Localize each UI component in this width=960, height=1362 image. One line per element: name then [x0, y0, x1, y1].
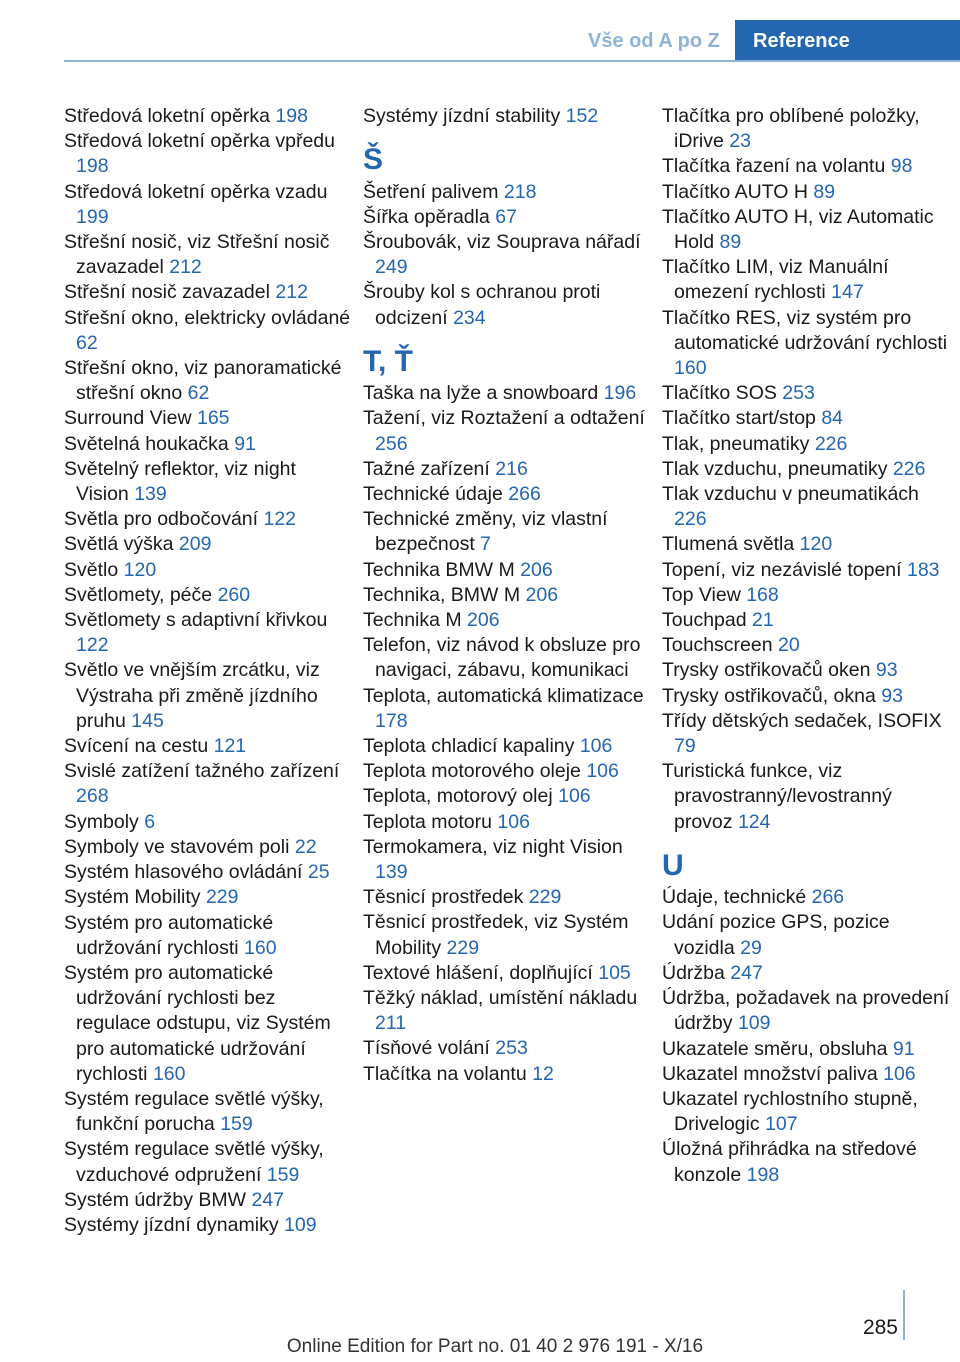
- page-link[interactable]: 21: [752, 609, 774, 632]
- page-link[interactable]: 145: [131, 709, 164, 732]
- index-entry: [662, 104, 952, 154]
- index-entry: [363, 784, 653, 809]
- entry-term: Technické změny, viz vlastní bezpečnost: [363, 508, 608, 556]
- entry-term: Touchpad: [662, 609, 747, 632]
- index-entry: [363, 280, 653, 330]
- entry-term: Střešní nosič zavazadel: [64, 281, 270, 304]
- entry-term: Údaje, technické: [662, 886, 807, 909]
- page-link[interactable]: 211: [375, 1012, 407, 1035]
- entry-term: Tlak, pneumatiky: [662, 432, 810, 455]
- page-link[interactable]: 247: [730, 961, 763, 984]
- index-entry: [64, 961, 354, 1087]
- index-entry: [662, 658, 952, 683]
- page-link[interactable]: 152: [565, 105, 599, 127]
- page-link[interactable]: 206: [525, 583, 559, 606]
- index-entry: [363, 1062, 653, 1087]
- page-link[interactable]: 216: [495, 457, 528, 480]
- entry-term: Světlo ve vnějším zrcátku, viz Výstraha při změně jízdního pruhu: [64, 659, 320, 732]
- page-link[interactable]: 165: [196, 407, 230, 430]
- index-entry: [662, 1137, 952, 1187]
- entry-term: Technické údaje: [363, 483, 503, 506]
- entry-term: Symboly ve stavovém poli: [64, 835, 290, 858]
- page-link[interactable]: 106: [558, 785, 591, 808]
- page-link[interactable]: 260: [217, 583, 251, 606]
- entry-term: Systém údržby BMW: [64, 1188, 247, 1211]
- page-link[interactable]: 109: [284, 1213, 317, 1236]
- index-entry: [662, 255, 952, 305]
- index-entry: [662, 709, 952, 759]
- section-link[interactable]: Vše od A po Z: [588, 30, 720, 52]
- entry-term: Topení, viz nezávislé topení: [662, 558, 902, 581]
- entry-term: Tlačítka pro oblíbené položky, iDrive: [662, 105, 920, 153]
- entry-term: Tísňové volání: [363, 1037, 490, 1060]
- section-heading: T, Ť: [363, 344, 413, 378]
- entry-term: Středová loketní opěrka vzadu: [64, 180, 328, 203]
- page-link[interactable]: 98: [890, 155, 913, 178]
- index-entry: [662, 684, 952, 709]
- entry-term: Tlačítko LIM, viz Manuální omezení rychlosti: [662, 256, 889, 304]
- header-divider: [64, 60, 960, 62]
- entry-term: Šířka opěradla: [363, 205, 490, 228]
- entry-term: Tlačítka na volantu: [363, 1062, 527, 1085]
- index-entry: [363, 810, 653, 835]
- entry-term: Taška na lyže a snowboard: [363, 382, 599, 405]
- index-entry: [64, 558, 354, 583]
- index-entry: [64, 230, 354, 280]
- entry-term: Tažné zařízení: [363, 457, 490, 480]
- page-link[interactable]: 206: [520, 558, 553, 581]
- index-entry: [662, 633, 952, 658]
- entry-term: Tažení, viz Roztažení a odtažení: [363, 407, 645, 430]
- page-link[interactable]: 139: [134, 483, 167, 506]
- page-number-divider: [903, 1290, 905, 1340]
- entry-term: Svícení na cestu: [64, 735, 209, 758]
- index-entry: [64, 1137, 354, 1187]
- index-entry: [662, 1062, 952, 1087]
- entry-term: Tlak vzduchu v pneumatikách: [662, 483, 919, 506]
- entry-term: Tlačítka řazení na volantu: [662, 155, 886, 178]
- entry-term: Údržba: [662, 961, 725, 984]
- entry-term: Teplota, motorový olej: [363, 785, 553, 808]
- index-entry: [64, 406, 354, 431]
- entry-term: Těsnicí prostředek: [363, 886, 524, 909]
- entry-term: Světelná houkačka: [64, 432, 229, 455]
- entry-term: Šrouby kol s ochranou proti odcizení: [363, 281, 601, 329]
- page-link[interactable]: 106: [883, 1062, 916, 1085]
- entry-term: Technika M: [363, 609, 462, 632]
- page-link[interactable]: 218: [503, 180, 537, 203]
- page-link[interactable]: 247: [251, 1188, 285, 1211]
- entry-term: Systémy jízdní stability: [363, 105, 561, 127]
- entry-term: Středová loketní opěrka vpředu: [64, 130, 336, 153]
- entry-term: Termokamera, viz night Vision: [363, 835, 623, 858]
- page-link[interactable]: 160: [244, 936, 277, 959]
- entry-term: Teplota chladicí kapaliny: [363, 735, 575, 758]
- page-link[interactable]: 120: [799, 533, 833, 556]
- page-link[interactable]: 196: [603, 382, 637, 405]
- index-entry: [64, 356, 354, 406]
- page-link[interactable]: 168: [746, 583, 779, 606]
- index-entry: [363, 759, 653, 784]
- entry-term: Ukazatel množství paliva: [662, 1062, 878, 1085]
- page-link[interactable]: 226: [892, 457, 926, 480]
- entry-term: Světlá výška: [64, 533, 174, 556]
- index-entry: [662, 406, 952, 431]
- page-link[interactable]: 12: [532, 1062, 554, 1085]
- page-link[interactable]: 106: [579, 735, 613, 758]
- page-link[interactable]: 178: [375, 709, 408, 732]
- page-link[interactable]: 198: [76, 155, 109, 178]
- index-entry: [64, 608, 354, 658]
- entry-term: Ukazatele směru, obsluha: [662, 1037, 888, 1060]
- page-link[interactable]: 120: [123, 558, 157, 581]
- page-link[interactable]: 212: [275, 281, 308, 304]
- index-entry: [662, 1087, 952, 1137]
- entry-term: Top View: [662, 583, 741, 606]
- index-entry: [64, 911, 354, 961]
- page-link[interactable]: 147: [831, 281, 864, 304]
- index-column-3: [662, 104, 952, 1188]
- index-entry: [662, 608, 952, 633]
- section-heading: Š: [363, 143, 384, 177]
- index-entry: [662, 759, 952, 835]
- page-link[interactable]: 268: [76, 785, 109, 808]
- page-link[interactable]: 106: [586, 760, 619, 783]
- entry-term: Telefon, viz návod k obsluze pro navigaci, zábavu, komunikaci: [363, 634, 641, 682]
- entry-term: Trysky ostřikovačů, okna: [662, 684, 876, 707]
- page-link[interactable]: 160: [152, 1062, 186, 1085]
- page-link[interactable]: 25: [307, 861, 330, 884]
- page-link[interactable]: 89: [813, 180, 836, 203]
- index-entry: [363, 381, 653, 406]
- entry-term: Tlačítko SOS: [662, 382, 777, 405]
- entry-term: Trysky ostřikovačů oken: [662, 659, 871, 682]
- entry-term: Teplota motorového oleje: [363, 760, 581, 783]
- entry-term: Těžký náklad, umístění nákladu: [363, 987, 638, 1010]
- index-entry: [64, 583, 354, 608]
- index-entry: [64, 306, 354, 356]
- index-entry: [363, 910, 653, 960]
- page-link[interactable]: 266: [508, 483, 541, 506]
- entry-term: Střešní okno, viz panoramatické střešní okno: [64, 357, 342, 405]
- page-link[interactable]: 23: [729, 130, 751, 153]
- entry-term: Turistická funkce, viz pravostranný/levostranný provoz: [662, 760, 892, 833]
- page-link[interactable]: 89: [719, 231, 742, 254]
- entry-term: Světlo: [64, 558, 119, 581]
- entry-term: Touchscreen: [662, 634, 773, 657]
- page-link[interactable]: 122: [76, 634, 109, 657]
- index-entry: [662, 432, 952, 457]
- entry-term: Symboly: [64, 810, 139, 833]
- index-entry: [662, 885, 952, 910]
- page-link[interactable]: 67: [495, 205, 517, 228]
- index-entry: [662, 910, 952, 960]
- page-link[interactable]: 212: [169, 256, 202, 279]
- entry-term: Třídy dětských sedaček, ISOFIX: [662, 709, 942, 732]
- index-entry: [64, 835, 354, 860]
- index-entry: [64, 432, 354, 457]
- page-link[interactable]: 22: [294, 835, 317, 858]
- entry-term: Šetření palivem: [363, 180, 499, 203]
- index-entry: [662, 205, 952, 255]
- entry-term: Udání pozice GPS, pozice vozidla: [662, 911, 890, 959]
- entry-term: Svislé zatížení tažného zařízení: [64, 760, 340, 783]
- page-link[interactable]: 256: [375, 432, 408, 455]
- index-entry: [662, 381, 952, 406]
- index-entry: [64, 532, 354, 557]
- index-entry: [363, 633, 653, 683]
- entry-term: Středová loketní opěrka: [64, 105, 270, 127]
- page-link[interactable]: 91: [234, 432, 256, 455]
- entry-term: Ukazatel rychlostního stupně, Drivelogic: [662, 1087, 918, 1136]
- page-link[interactable]: 84: [821, 407, 844, 430]
- index-entry: [363, 885, 653, 910]
- page-link[interactable]: 183: [906, 558, 940, 581]
- index-entry: [64, 129, 354, 179]
- entry-term: Tlačítko AUTO H, viz Automatic Hold: [662, 205, 934, 254]
- page-link[interactable]: 226: [674, 508, 707, 531]
- entry-term: Technika BMW M: [363, 558, 515, 581]
- entry-term: Tlačítko RES, viz systém pro automatické udržování rychlosti: [662, 306, 948, 354]
- index-entry: [64, 658, 354, 734]
- page-link[interactable]: 198: [275, 105, 308, 127]
- entry-term: Šroubovák, viz Souprava nářadí: [363, 231, 641, 253]
- entry-term: Světla pro odbočování: [64, 508, 259, 531]
- page-link[interactable]: 249: [375, 256, 408, 279]
- page-link[interactable]: 107: [765, 1113, 798, 1136]
- index-entry: [662, 154, 952, 179]
- index-entry: [64, 1213, 354, 1238]
- index-entry: [662, 558, 952, 583]
- page-link[interactable]: 139: [375, 861, 408, 884]
- index-entry: [64, 1087, 354, 1137]
- tab-reference[interactable]: Reference: [735, 20, 960, 62]
- index-entry: [363, 507, 653, 557]
- index-entry: [363, 180, 653, 205]
- entry-term: Údržba, požadavek na provedení údržby: [662, 987, 950, 1035]
- page-link[interactable]: 226: [814, 432, 848, 455]
- index-entry: [363, 482, 653, 507]
- index-entry: [363, 684, 653, 734]
- page-link[interactable]: 253: [782, 382, 815, 405]
- footer-edition: Online Edition for Part no. 01 40 2 976 191 - X/16: [286, 1336, 704, 1357]
- entry-term: Textové hlášení, doplňující: [363, 961, 593, 984]
- index-entry: [64, 885, 354, 910]
- page-link[interactable]: 199: [76, 205, 109, 228]
- page-link[interactable]: 62: [76, 331, 98, 354]
- entry-term: Tlačítko AUTO H: [662, 180, 808, 203]
- page-link[interactable]: 209: [178, 533, 212, 556]
- index-entry: [363, 457, 653, 482]
- page-link[interactable]: 93: [881, 684, 903, 707]
- entry-term: Světlomety s adaptivní křivkou: [64, 609, 328, 632]
- index-entry: [662, 961, 952, 986]
- page-link[interactable]: 229: [205, 886, 239, 909]
- page-link[interactable]: 229: [446, 936, 480, 959]
- page-link[interactable]: 106: [497, 810, 530, 833]
- index-entry: [64, 1188, 354, 1213]
- index-entry: [662, 583, 952, 608]
- entry-term: Střešní nosič, viz Střešní nosič zavazadel: [64, 231, 330, 279]
- index-entry: [662, 306, 952, 382]
- page-link[interactable]: 266: [811, 886, 845, 909]
- entry-term: Úložná přihrádka na středové konzole: [662, 1138, 917, 1186]
- entry-term: Těsnicí prostředek, viz Systém Mobility: [363, 911, 629, 959]
- entry-term: Světlomety, péče: [64, 583, 213, 606]
- index-entry: [662, 180, 952, 205]
- entry-term: Systém pro automatické udržování rychlosti bez regulace odstupu, viz Systém pro automatické udržování rychlosti: [64, 961, 331, 1085]
- entry-term: Systém Mobility: [64, 886, 201, 909]
- index-entry: [363, 558, 653, 583]
- entry-term: Systém hlasového ovládání: [64, 861, 303, 884]
- index-entry: [363, 104, 653, 129]
- index-entry: [363, 608, 653, 633]
- index-entry: [662, 532, 952, 557]
- entry-term: Systém pro automatické udržování rychlosti: [64, 911, 274, 959]
- page-link[interactable]: 253: [495, 1037, 528, 1060]
- page-link[interactable]: 160: [674, 357, 707, 380]
- index-entry: [64, 280, 354, 305]
- page-link[interactable]: 121: [213, 735, 247, 758]
- index-entry: [64, 734, 354, 759]
- page-link[interactable]: 6: [144, 810, 156, 833]
- entry-term: Teplota motoru: [363, 810, 492, 833]
- index-column-2: [363, 104, 653, 1087]
- page-link[interactable]: 159: [266, 1163, 300, 1186]
- index-entry: [662, 457, 952, 482]
- page-link[interactable]: 79: [674, 735, 696, 758]
- index-entry: [363, 406, 653, 456]
- index-entry: [64, 457, 354, 507]
- page-link[interactable]: 29: [740, 936, 762, 959]
- index-entry: [662, 1037, 952, 1062]
- index-entry: [363, 230, 653, 280]
- index-entry: [363, 1036, 653, 1061]
- entry-term: Tlak vzduchu, pneumatiky: [662, 457, 888, 480]
- entry-term: Surround View: [64, 407, 192, 430]
- index-entry: [64, 759, 354, 809]
- index-entry: [662, 986, 952, 1036]
- entry-term: Systém regulace světlé výšky, vzduchové odpružení: [64, 1138, 324, 1186]
- page-link[interactable]: 124: [737, 810, 771, 833]
- page-link[interactable]: 229: [528, 886, 562, 909]
- section-heading: U: [662, 848, 684, 882]
- entry-term: Systém regulace světlé výšky, funkční porucha: [64, 1087, 324, 1136]
- page-link[interactable]: 91: [892, 1037, 915, 1060]
- index-entry: [363, 835, 653, 885]
- page-link[interactable]: 62: [187, 382, 210, 405]
- index-column-1: [64, 104, 354, 1238]
- page-link[interactable]: 105: [598, 961, 631, 984]
- entry-term: Tlumená světla: [662, 533, 795, 556]
- entry-term: Tlačítko start/stop: [662, 407, 816, 430]
- index-entry: [64, 507, 354, 532]
- page-link[interactable]: 122: [263, 508, 297, 531]
- page-link[interactable]: 109: [737, 1012, 771, 1035]
- index-entry: [64, 810, 354, 835]
- entry-term: Teplota, automatická klimatizace: [363, 684, 644, 707]
- page-link[interactable]: 20: [778, 634, 800, 657]
- index-entry: [64, 104, 354, 129]
- entry-term: Systémy jízdní dynamiky: [64, 1213, 279, 1236]
- page-link[interactable]: 93: [875, 659, 898, 682]
- page-link[interactable]: 159: [220, 1113, 253, 1136]
- index-entry: [64, 180, 354, 230]
- entry-term: Střešní okno, elektricky ovládané: [64, 306, 351, 329]
- index-entry: [363, 986, 653, 1036]
- index-entry: [363, 205, 653, 230]
- page-link[interactable]: 206: [467, 609, 500, 632]
- page-link[interactable]: 198: [746, 1163, 780, 1186]
- page-link[interactable]: 7: [480, 533, 492, 556]
- index-entry: [363, 583, 653, 608]
- entry-term: Světelný reflektor, viz night Vision: [64, 457, 296, 506]
- page-link[interactable]: 234: [453, 306, 486, 329]
- index-entry: [662, 482, 952, 532]
- index-entry: [363, 734, 653, 759]
- index-entry: [363, 961, 653, 986]
- page-number: 285: [862, 1316, 898, 1339]
- index-entry: [64, 860, 354, 885]
- entry-term: Technika, BMW M: [363, 583, 521, 606]
